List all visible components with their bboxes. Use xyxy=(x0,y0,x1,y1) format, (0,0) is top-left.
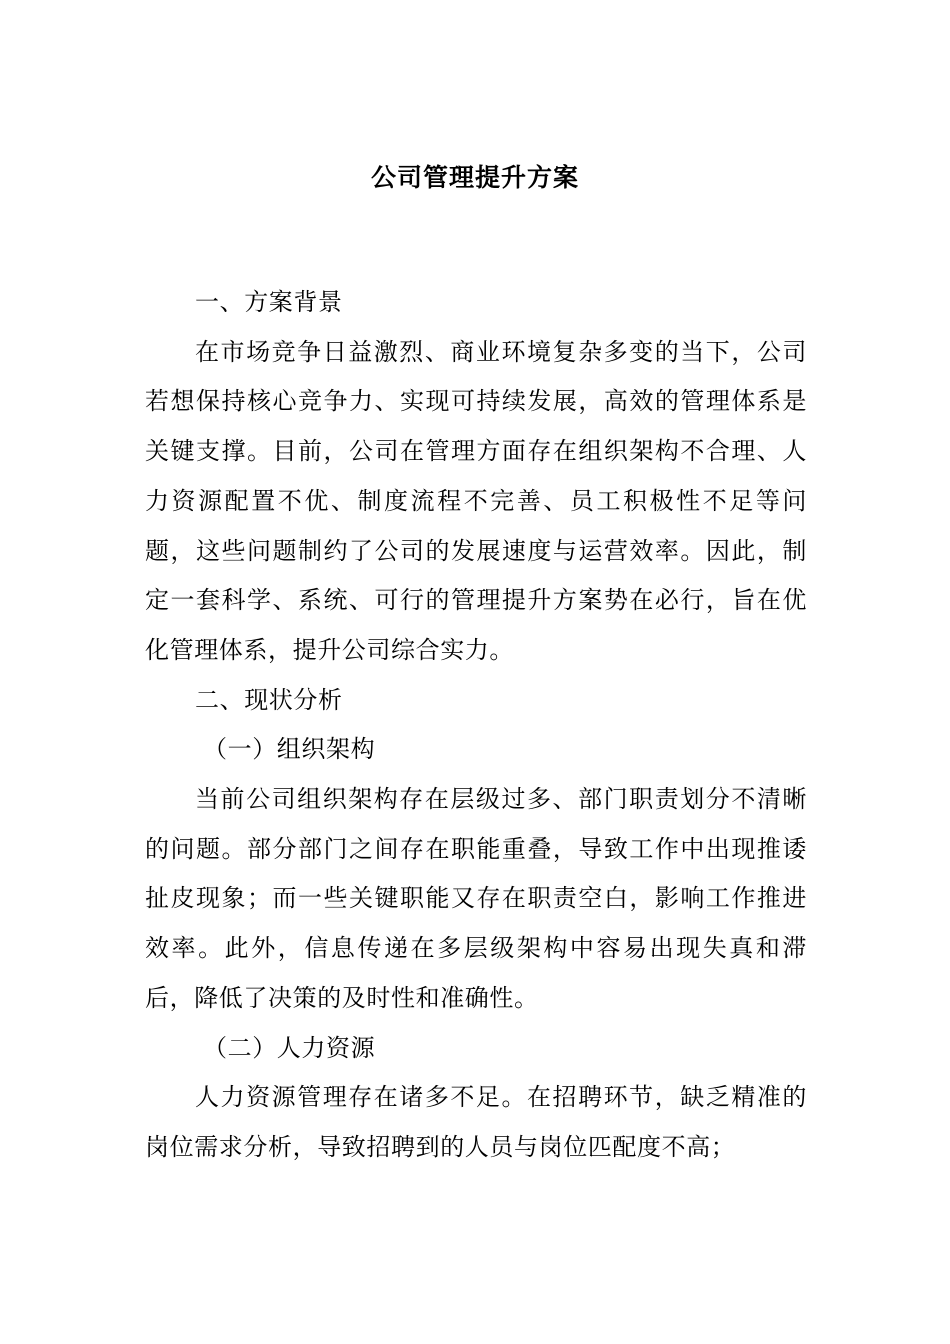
subsection-heading-org-structure: （一）组织架构 xyxy=(203,735,376,764)
paragraph-org-structure: 当前公司组织架构存在层级过多、部门职责划分不清晰的问题。部分部门之间存在职能重叠，导致工作中出现推诿扯皮现象；而一些关键职能又存在职责空白，影响工作推进效率。此外，信息传递在多层级架构中容易出现失真和滞后，降低了决策的及时性和准确性。 xyxy=(145,785,807,1012)
subsection-heading-human-resources: （二）人力资源 xyxy=(203,1033,376,1062)
paragraph-background: 在市场竞争日益激烈、商业环境复杂多变的当下，公司若想保持核心竞争力、实现可持续发展，高效的管理体系是关键支撑。目前，公司在管理方面存在组织架构不合理、人力资源配置不优、制度流程不完善、员工积极性不足等问题，这些问题制约了公司的发展速度与运营效率。因此，制定一套科学、系统、可行的管理提升方案势在必行，旨在优化管理体系，提升公司综合实力。 xyxy=(145,337,807,664)
section-heading-background: 一、方案背景 xyxy=(195,288,343,316)
document-title: 公司管理提升方案 xyxy=(370,163,579,192)
section-heading-status-analysis: 二、现状分析 xyxy=(195,685,343,714)
paragraph-human-resources: 人力资源管理存在诸多不足。在招聘环节，缺乏精准的岗位需求分析，导致招聘到的人员与岗位匹配度不高； xyxy=(145,1083,807,1161)
document-body xyxy=(145,278,807,1173)
